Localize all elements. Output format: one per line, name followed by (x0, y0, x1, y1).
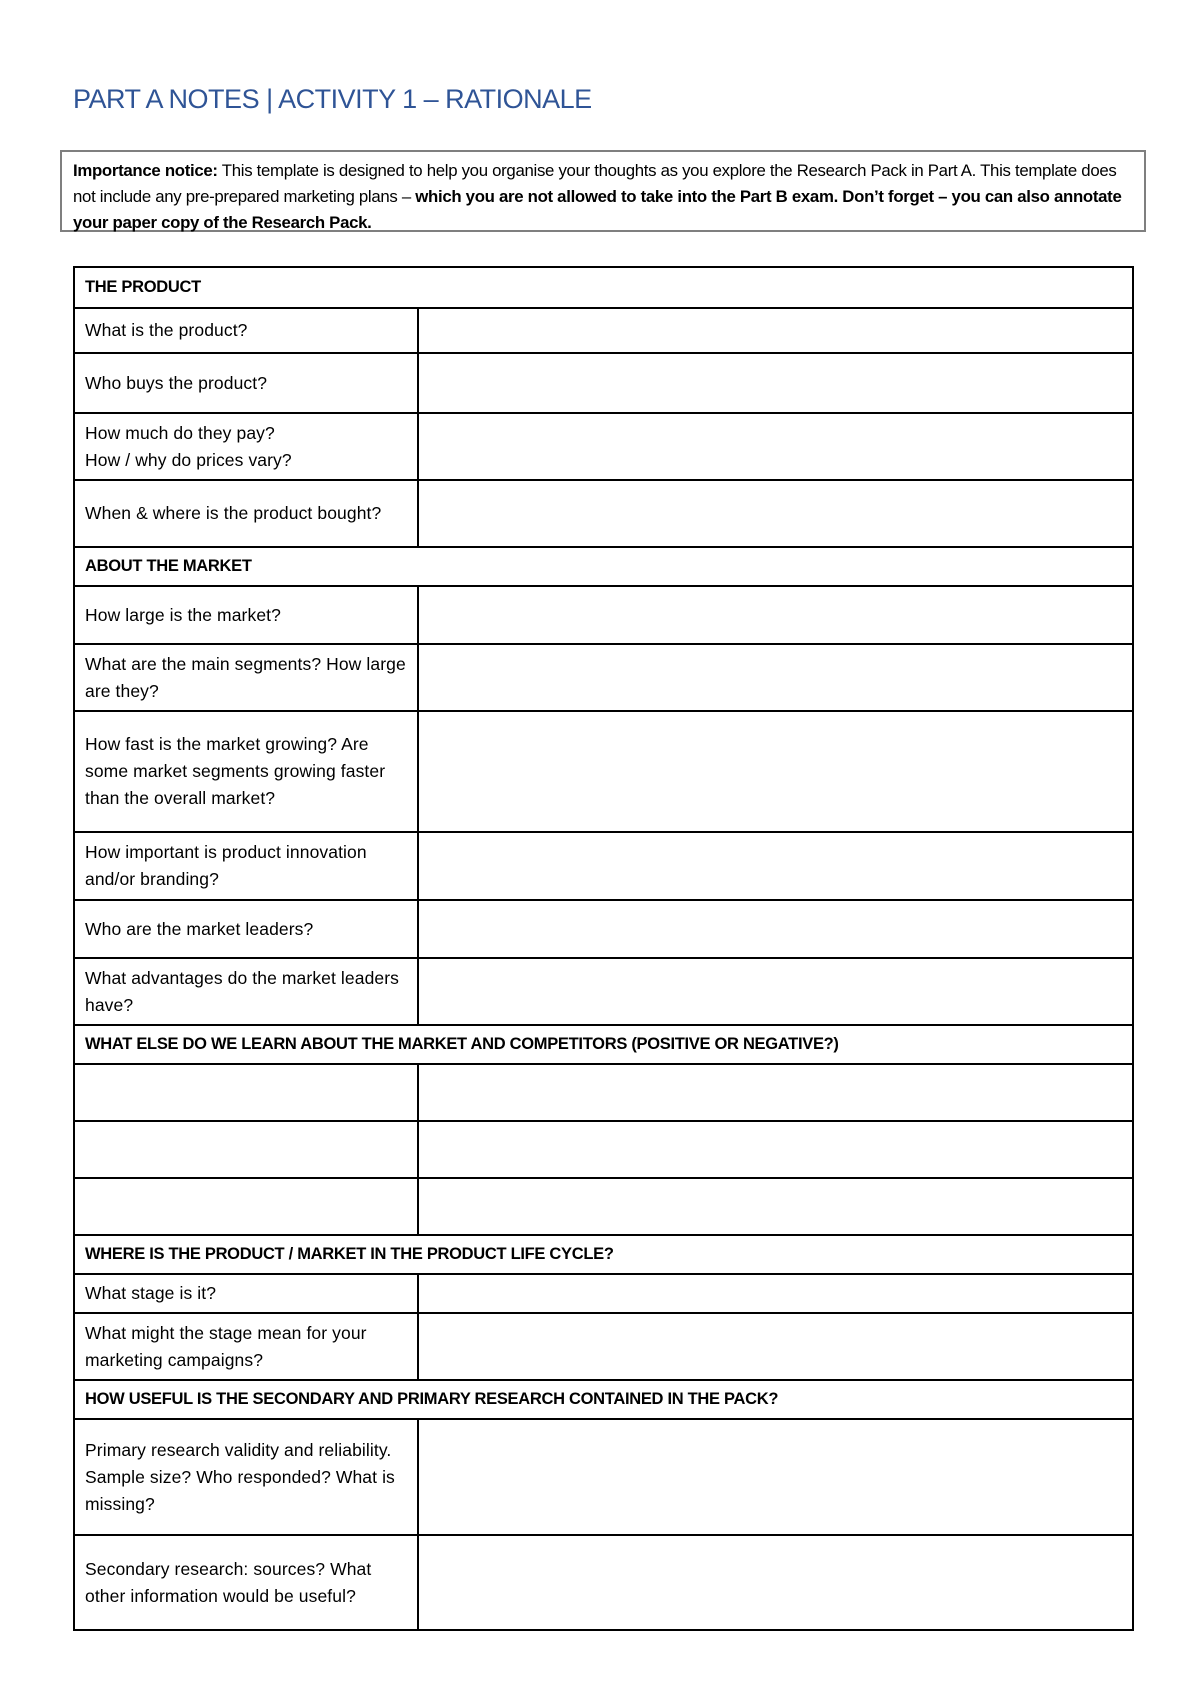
question-cell: What might the stage mean for your marketing campaigns? (74, 1313, 418, 1380)
answer-cell[interactable] (418, 1535, 1133, 1630)
table-row (74, 1313, 1133, 1380)
question-cell: How important is product innovation and/or branding? (74, 832, 418, 900)
notice-label: Importance notice: (73, 161, 218, 180)
answer-cell[interactable] (418, 1121, 1133, 1178)
question-cell: What is the product? (74, 308, 418, 353)
answer-cell[interactable] (418, 1419, 1133, 1535)
question-cell: How fast is the market growing? Are some market segments growing faster than the overall market? (74, 711, 418, 832)
answer-cell[interactable] (418, 413, 1133, 480)
table-row (74, 413, 1133, 480)
section-heading-row (74, 267, 1133, 308)
section-heading: HOW USEFUL IS THE SECONDARY AND PRIMARY RESEARCH CONTAINED IN THE PACK? (74, 1380, 1133, 1419)
table-row (74, 586, 1133, 644)
table-row (74, 900, 1133, 958)
answer-cell[interactable] (418, 1274, 1133, 1313)
section-heading: THE PRODUCT (74, 267, 1133, 308)
answer-cell[interactable] (418, 1313, 1133, 1380)
question-cell: How much do they pay? How / why do prices vary? (74, 413, 418, 480)
notice-bold-text: which you are not allowed to take into the Part B exam. Don’t forget – you can also annotate your paper copy of the Research Pack. (73, 187, 1122, 232)
table-row (74, 1274, 1133, 1313)
answer-cell[interactable] (418, 900, 1133, 958)
table-row (74, 1535, 1133, 1630)
table-row (74, 644, 1133, 711)
question-cell[interactable] (74, 1121, 418, 1178)
answer-cell[interactable] (418, 832, 1133, 900)
section-heading: WHAT ELSE DO WE LEARN ABOUT THE MARKET AND COMPETITORS (POSITIVE OR NEGATIVE?) (74, 1025, 1133, 1064)
answer-cell[interactable] (418, 480, 1133, 547)
table-row (74, 832, 1133, 900)
table-row (74, 958, 1133, 1025)
question-cell: Secondary research: sources? What other information would be useful? (74, 1535, 418, 1630)
table-row (74, 711, 1133, 832)
section-heading: ABOUT THE MARKET (74, 547, 1133, 586)
importance-notice (60, 150, 1146, 232)
table-row (74, 1178, 1133, 1235)
section-heading-row (74, 1235, 1133, 1274)
notice-text: This template is designed to help you organise your thoughts as you explore the Research Pack in Part A. This template does not include any pre-prepared marketing plans – (73, 161, 1117, 206)
question-cell[interactable] (74, 1064, 418, 1121)
answer-cell[interactable] (418, 1064, 1133, 1121)
question-cell: When & where is the product bought? (74, 480, 418, 547)
table-row (74, 353, 1133, 413)
question-cell: What are the main segments? How large are they? (74, 644, 418, 711)
section-heading-row (74, 1025, 1133, 1064)
answer-cell[interactable] (418, 586, 1133, 644)
table-row (74, 1064, 1133, 1121)
answer-cell[interactable] (418, 308, 1133, 353)
section-heading-row (74, 1380, 1133, 1419)
question-cell: What advantages do the market leaders have? (74, 958, 418, 1025)
answer-cell[interactable] (418, 644, 1133, 711)
section-heading: WHERE IS THE PRODUCT / MARKET IN THE PRODUCT LIFE CYCLE? (74, 1235, 1133, 1274)
question-cell: How large is the market? (74, 586, 418, 644)
answer-cell[interactable] (418, 1178, 1133, 1235)
question-cell: Who buys the product? (74, 353, 418, 413)
table-row (74, 1419, 1133, 1535)
table-row (74, 308, 1133, 353)
answer-cell[interactable] (418, 353, 1133, 413)
question-cell: What stage is it? (74, 1274, 418, 1313)
answer-cell[interactable] (418, 711, 1133, 832)
question-cell: Primary research validity and reliability. Sample size? Who responded? What is missing? (74, 1419, 418, 1535)
section-heading-row (74, 547, 1133, 586)
question-cell[interactable] (74, 1178, 418, 1235)
table-row (74, 480, 1133, 547)
notes-table (73, 266, 1134, 1631)
table-row (74, 1121, 1133, 1178)
answer-cell[interactable] (418, 958, 1133, 1025)
page-title: PART A NOTES | ACTIVITY 1 – RATIONALE (73, 84, 592, 114)
question-cell: Who are the market leaders? (74, 900, 418, 958)
